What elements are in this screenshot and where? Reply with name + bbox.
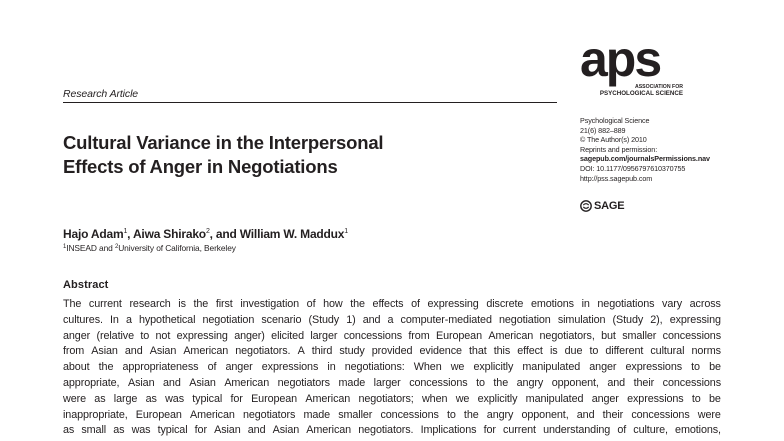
author-name: William W. Maddux	[239, 227, 345, 241]
abstract-word: concessions	[380, 408, 439, 421]
abstract-word: negotiators,	[539, 329, 595, 342]
affil-sup-1: 1	[63, 244, 67, 250]
sage-circle-icon	[580, 200, 592, 212]
journal-doi: DOI: 10.1177/0956797610370755	[580, 163, 686, 173]
abstract-line	[63, 423, 721, 439]
abstract-word: explicitly	[473, 361, 514, 374]
abstract-word: American	[305, 392, 351, 405]
abstract-word: negotiations	[597, 298, 655, 310]
journal-url[interactable]: http://pss.sagepub.com	[580, 173, 653, 183]
abstract-word: angry	[486, 408, 514, 421]
abstract-word: current	[503, 424, 536, 437]
abstract-word: In	[110, 313, 119, 326]
abstract-word: for	[194, 424, 207, 437]
abstract-word: 2),	[650, 313, 663, 326]
abstract-word: research	[129, 298, 171, 310]
abstract-word: was	[165, 392, 184, 405]
abstract-word: larger	[310, 329, 338, 342]
aps-logo-text: aps	[580, 36, 661, 87]
abstract-word: anger	[225, 361, 253, 374]
abstract-word: for	[483, 424, 496, 437]
abstract-word: of	[207, 361, 217, 374]
abstract-word: concessions	[343, 329, 403, 342]
abstract-word: of	[411, 298, 420, 310]
journal-permissions-link[interactable]: sagepub.com/journalsPermissions.nav	[580, 154, 710, 164]
abstract-word: European	[435, 329, 482, 342]
abstract-word: as	[145, 392, 157, 405]
abstract-word: be	[709, 361, 721, 374]
abstract-word: European	[135, 408, 182, 421]
abstract-word: anger	[589, 361, 617, 374]
abstract-word: Asian	[91, 345, 118, 358]
article-title	[63, 131, 543, 179]
abstract-word: simulation	[557, 313, 606, 326]
abstract-word: evidence	[419, 345, 462, 358]
abstract-word: to	[140, 329, 150, 342]
abstract-word: about	[63, 361, 90, 374]
abstract-word: is	[549, 345, 558, 358]
abstract-word: Implications	[420, 424, 477, 437]
abstract-word: American	[189, 408, 235, 421]
abstract-word: expressing	[669, 313, 721, 326]
abstract-word: to	[691, 392, 701, 405]
abstract-word: effect	[517, 345, 543, 358]
authors	[63, 227, 348, 241]
abstract-word: in	[327, 361, 336, 374]
abstract-word: opponent,	[521, 408, 569, 421]
abstract-word: discrete	[486, 298, 524, 310]
abstract-line	[63, 329, 721, 345]
abstract-word: typical	[157, 424, 188, 437]
abstract-word: and	[124, 345, 143, 358]
author-sup: 2	[205, 228, 210, 235]
abstract-word: and	[607, 376, 626, 389]
abstract-word: opponent,	[551, 376, 599, 389]
abstract-word: provided	[371, 345, 413, 358]
abstract-word: different	[605, 345, 644, 358]
journal-volume: 21(6) 882–889	[580, 125, 626, 135]
author-name: Hajo Adam	[63, 227, 124, 241]
abstract-word: cultural	[650, 345, 685, 358]
abstract-word: Asian	[272, 424, 300, 437]
abstract-line	[63, 344, 721, 360]
abstract-word: The	[63, 298, 82, 310]
abstract-word: negotiation	[202, 313, 255, 326]
abstract-word: and	[362, 313, 381, 326]
abstract-word: (relative	[96, 329, 134, 342]
abstract-line	[63, 313, 721, 329]
abstract-word: culture,	[633, 424, 668, 437]
abstract-word: to	[446, 408, 456, 421]
abstract-word: a	[387, 313, 394, 326]
author-sep: , and	[209, 227, 240, 241]
abstract-word: small	[81, 424, 107, 437]
abstract-word: first	[215, 298, 233, 310]
abstract-word: When	[413, 361, 442, 374]
abstract-word: larger	[373, 376, 401, 389]
abstract-word: negotiators;	[358, 392, 414, 405]
author-sup: 1	[123, 228, 128, 235]
abstract-word: emotions,	[675, 424, 721, 437]
abstract-word: scenario	[261, 313, 302, 326]
abstract-word: investigation	[240, 298, 300, 310]
aps-logo	[580, 36, 684, 102]
abstract-word: study	[339, 345, 365, 358]
abstract-word: norms	[691, 345, 721, 358]
abstract-word: appropriateness	[122, 361, 199, 374]
abstract-word: emotions	[530, 298, 574, 310]
abstract-word: Asian	[214, 424, 241, 437]
abstract-word: computer-mediated	[400, 313, 492, 326]
abstract-word: negotiations:	[344, 361, 405, 374]
abstract-word: negotiators	[242, 408, 296, 421]
abstract-word: a	[125, 313, 132, 326]
header-rule	[63, 102, 557, 103]
abstract-word: Asian	[149, 345, 177, 358]
aps-logo-subtitle-2: PSYCHOLOGICAL SCIENCE	[599, 90, 683, 97]
abstract-word: not	[155, 329, 171, 342]
abstract-word: from	[63, 345, 85, 358]
abstract-word: and	[163, 376, 181, 389]
abstract-word: made	[338, 376, 366, 389]
abstract-word: this	[493, 345, 511, 358]
abstract-word: their	[602, 408, 624, 421]
abstract-word: anger	[591, 392, 619, 405]
abstract-word: elicited	[271, 329, 304, 342]
abstract-body	[63, 297, 721, 439]
abstract-word: to	[589, 345, 599, 358]
abstract-word: current	[88, 298, 122, 310]
affiliations	[63, 243, 236, 253]
abstract-word: be	[708, 392, 721, 405]
abstract-word: concessions	[409, 376, 468, 389]
abstract-word: vary	[662, 298, 683, 310]
journal-reprints: Reprints and permission:	[580, 144, 658, 154]
abstract-word: concessions	[662, 329, 721, 342]
abstract-word: as	[113, 424, 125, 437]
sage-wordmark: SAGE	[594, 200, 625, 212]
abstract-word: is	[178, 298, 186, 310]
abstract-word: American	[183, 345, 229, 358]
abstract-word: third	[311, 345, 333, 358]
author-name: Aiwa Shirako	[132, 227, 206, 241]
abstract-word: European	[251, 392, 298, 405]
title-line-1: Cultural Variance in the Interpersonal	[63, 132, 384, 153]
abstract-line	[63, 360, 721, 376]
abstract-word: when	[421, 392, 448, 405]
abstract-word: American	[224, 376, 270, 389]
abstract-word: expressions	[625, 361, 683, 374]
abstract-word: of	[306, 298, 316, 310]
abstract-word: negotiators.	[235, 345, 291, 358]
abstract-word: to	[476, 376, 485, 389]
abstract-word: cultures.	[63, 313, 103, 326]
abstract-word: the	[98, 361, 114, 374]
abstract-word: negotiation	[498, 313, 551, 326]
abstract-word: but	[601, 329, 616, 342]
abstract-word: smaller	[338, 408, 373, 421]
aps-logo-subtitle-1: ASSOCIATION FOR	[634, 84, 683, 90]
abstract-word: the	[463, 408, 479, 421]
abstract-word: were	[63, 392, 87, 405]
abstract-line	[63, 408, 721, 424]
abstract-word: made	[303, 408, 331, 421]
abstract-word: the	[350, 298, 365, 310]
article-type: Research Article	[63, 88, 139, 100]
abstract-word: expressing	[427, 298, 479, 310]
author-sep: ,	[127, 227, 133, 241]
abstract-word: we	[450, 361, 465, 374]
abstract-word: of	[617, 424, 627, 437]
abstract-word: American	[488, 329, 534, 342]
abstract-word: as	[63, 424, 75, 437]
abstract-word: for	[230, 392, 243, 405]
journal-info	[580, 116, 780, 183]
abstract-word: to	[691, 361, 700, 374]
sage-logo	[580, 199, 624, 213]
journal-name: Psychological Science	[580, 116, 650, 125]
abstract-word: Asian	[127, 376, 155, 389]
abstract-line	[63, 376, 721, 392]
affil-sup-2: 2	[114, 244, 119, 250]
abstract-word: expressions	[627, 392, 684, 405]
abstract-word: from	[408, 329, 430, 342]
abstract-word: we	[455, 392, 470, 405]
abstract-word: inappropriate,	[63, 408, 128, 421]
abstract-word: expressing	[176, 329, 228, 342]
abstract-word: negotiators	[277, 376, 330, 389]
abstract-word: typical	[192, 392, 223, 405]
abstract-word: in	[581, 298, 590, 310]
abstract-word: expressions	[261, 361, 319, 374]
abstract-word: across	[689, 298, 721, 310]
abstract-word: concessions	[631, 408, 690, 421]
abstract-word: manipulated	[525, 392, 584, 405]
journal-copyright: © The Author(s) 2010	[580, 135, 647, 145]
abstract-word: angry	[516, 376, 544, 389]
abstract-word: due	[564, 345, 583, 358]
abstract-word: effects	[372, 298, 404, 310]
abstract-word: was	[131, 424, 151, 437]
abstract-word: explicitly	[477, 392, 518, 405]
abstract-word: manipulated	[522, 361, 581, 374]
affil-inst-2: University of California, Berkeley	[118, 243, 236, 253]
abstract-word: smaller	[622, 329, 657, 342]
abstract-word: anger	[63, 329, 91, 342]
abstract-word: their	[633, 376, 655, 389]
abstract-word: the	[493, 376, 509, 389]
abstract-word: that	[469, 345, 487, 358]
abstract-word: American	[306, 424, 352, 437]
abstract-word: Asian	[189, 376, 216, 389]
abstract-word: A	[297, 345, 305, 358]
abstract-line	[63, 392, 721, 408]
abstract-word: concessions	[662, 376, 721, 389]
abstract-word: (Study	[612, 313, 644, 326]
author-sup: 1	[344, 228, 348, 235]
abstract-word: and	[247, 424, 266, 437]
abstract-word: anger)	[234, 329, 265, 342]
abstract-word: the	[193, 298, 209, 310]
abstract-word: were	[697, 408, 721, 421]
abstract-heading: Abstract	[63, 279, 109, 291]
abstract-word: how	[323, 298, 343, 310]
title-line-2: Effects of Anger in Negotiations	[63, 156, 338, 177]
abstract-word: appropriate,	[63, 376, 120, 389]
abstract-word: hypothetical	[138, 313, 196, 326]
abstract-word: as	[94, 392, 106, 405]
abstract-line	[63, 297, 721, 313]
abstract-word: and	[576, 408, 595, 421]
affil-inst-1: INSEAD and	[66, 243, 115, 253]
abstract-word: 1)	[346, 313, 356, 326]
abstract-word: negotiators.	[358, 424, 414, 437]
abstract-word: understanding	[543, 424, 611, 437]
abstract-word: large	[113, 392, 138, 405]
abstract-word: (Study	[308, 313, 340, 326]
